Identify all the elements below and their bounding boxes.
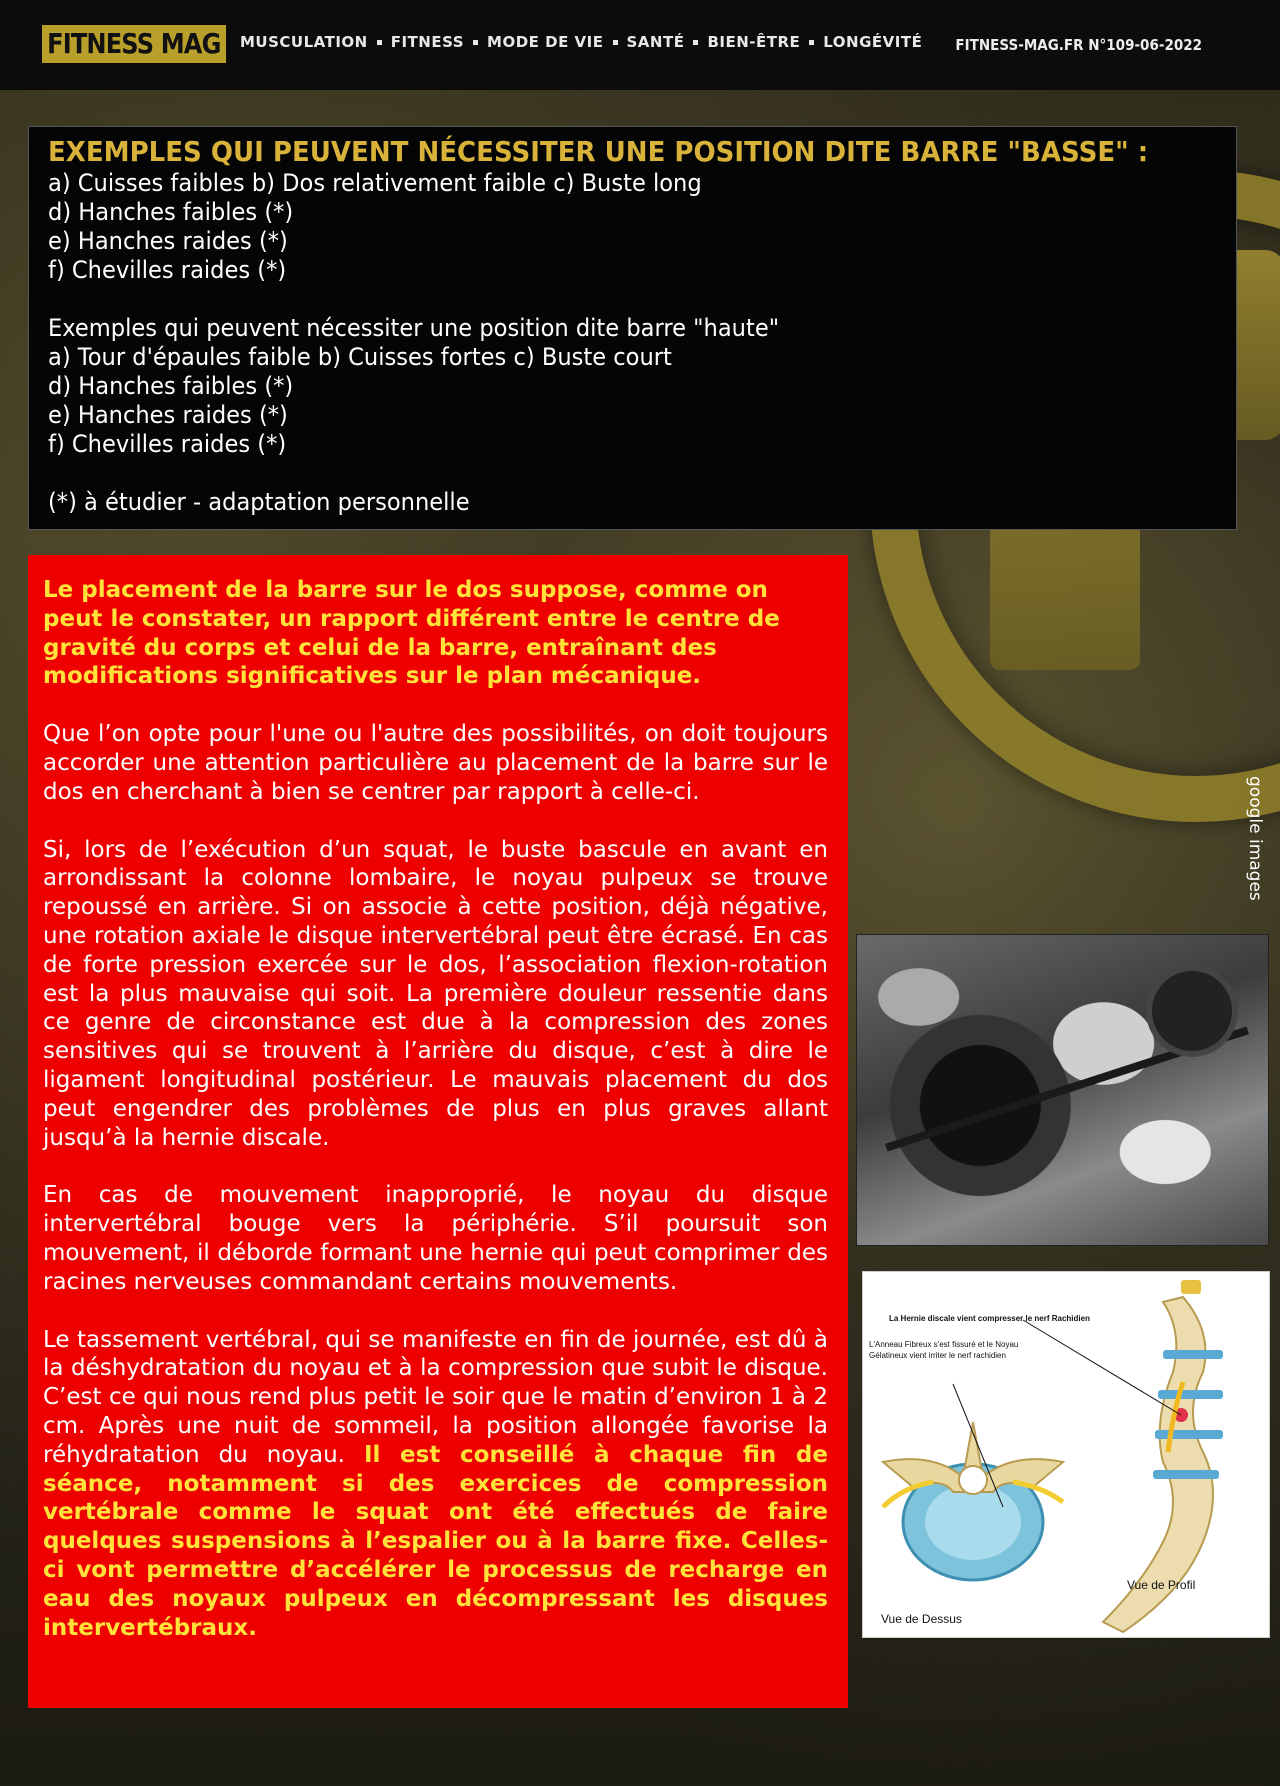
- caption-annulus: L'Anneau Fibreux s'est fissuré et le Noyau: [869, 1340, 1019, 1349]
- nav-separator: [613, 40, 618, 45]
- nav-item-bien-etre[interactable]: BIEN-ÊTRE: [707, 33, 801, 51]
- article-paragraph: Si, lors de l’exécution d’un squat, le buste bascule en avant en arrondissant la colonne lombaire, le noyau pulpeux se trouve repoussé en arrière. Si on associe à cette position, déjà négative, une rotation axiale le disque intervertébral peut être écrasé. En cas de forte pression exercée sur le dos, l’association flexion-rotation est la plus mauvaise qui soit. La première douleur ressentie dans ce genre de circonstance est due à la compression des zones sensitives qui se trouvent à l’arrière du disque, c’est à dire le ligament longitudinal postérieur. Le mauvais placement du dos peut engendrer des problèmes de plus en plus graves allant jusqu’à la hernie discale.: [43, 836, 828, 1151]
- nav-item-mode-de-vie[interactable]: MODE DE VIE: [487, 33, 604, 51]
- high-bar-item: d) Hanches faibles (*): [48, 372, 294, 400]
- nav-separator: [693, 40, 698, 45]
- nav-item-longevite[interactable]: LONGÉVITÉ: [823, 33, 923, 51]
- low-bar-item: a) Cuisses faibles b) Dos relativement faible c) Buste long: [48, 169, 702, 197]
- nav-item-sante[interactable]: SANTÉ: [626, 33, 685, 51]
- low-bar-item: d) Hanches faibles (*): [48, 198, 294, 226]
- image-credit: google images: [1245, 776, 1265, 901]
- article-advice: Il est conseillé à chaque fin de séance, notamment si des exercices de compression vertébrale comme le squat ont été effectués de faire quelques suspensions à l’espalier ou à la barre fixe. Celles-ci vont permettre d’accélérer le processus de recharge en eau des noyaux pulpeux en décompressant les disques intervertébraux.: [43, 1441, 828, 1641]
- view-side-label: Vue de Profil: [1127, 1578, 1196, 1592]
- article-box: [28, 555, 848, 1708]
- article-paragraph: [43, 1326, 828, 1643]
- nav-item-fitness[interactable]: FITNESS: [390, 33, 465, 51]
- article-paragraph: En cas de mouvement inapproprié, le noyau du disque intervertébral bouge vers la périphérie. S’il poursuit son mouvement, il déborde formant une hernie qui peut comprimer des racines nerveuses commandant certains mouvements.: [43, 1182, 828, 1295]
- magazine-logo[interactable]: FITNESS MAG: [42, 25, 226, 63]
- examples-heading: EXEMPLES QUI PEUVENT NÉCESSITER UNE POSITION DITE BARRE "BASSE" :: [48, 135, 1149, 168]
- spine-illustration: [863, 1272, 1269, 1637]
- examples-note: (*) à étudier - adaptation personnelle: [48, 488, 470, 516]
- section-nav: [240, 33, 922, 51]
- low-bar-item: f) Chevilles raides (*): [48, 256, 287, 284]
- caption-nucleus: Gélatineux vient irriter le nerf rachidien: [869, 1351, 1006, 1360]
- top-bar: [0, 0, 1280, 90]
- high-bar-heading: Exemples qui peuvent nécessiter une position dite barre "haute": [48, 314, 780, 342]
- squat-photo: [856, 934, 1269, 1246]
- low-bar-item: e) Hanches raides (*): [48, 227, 288, 255]
- caption-hernia: La Hernie discale vient compresser le nerf Rachidien: [889, 1314, 1090, 1323]
- article-intro: Le placement de la barre sur le dos suppose, comme on peut le constater, un rapport différent entre le centre de gravité du corps et celui de la barre, entraînant des modifications significatives sur le plan mécanique.: [43, 577, 780, 690]
- nav-separator: [473, 40, 478, 45]
- view-top-label: Vue de Dessus: [881, 1612, 962, 1626]
- article-text: Le tassement vertébral, qui se manifeste en fin de journée, est dû à la déshydratation du noyau et à la compression que subit le disque. C’est ce qui nous rend plus petit le soir que le matin d’environ 1 à 2 cm. Après une nuit de sommeil, la position allongée favorise la réhydratation du noyau.: [43, 1326, 828, 1468]
- spine-diagram: [862, 1271, 1270, 1638]
- nav-separator: [377, 40, 382, 45]
- examples-box: [28, 126, 1237, 530]
- issue-number: FITNESS-MAG.FR N°109-06-2022: [955, 36, 1202, 54]
- article-paragraph: Que l’on opte pour l'une ou l'autre des possibilités, on doit toujours accorder une attention particulière au placement de la barre sur le dos en cherchant à bien se centrer par rapport à celle-ci.: [43, 721, 828, 805]
- nav-separator: [809, 40, 814, 45]
- high-bar-item: e) Hanches raides (*): [48, 401, 288, 429]
- weight-plate-shape: [1146, 965, 1238, 1057]
- high-bar-item: f) Chevilles raides (*): [48, 430, 287, 458]
- nav-item-musculation[interactable]: MUSCULATION: [240, 33, 368, 51]
- high-bar-item: a) Tour d'épaules faible b) Cuisses fortes c) Buste court: [48, 343, 672, 371]
